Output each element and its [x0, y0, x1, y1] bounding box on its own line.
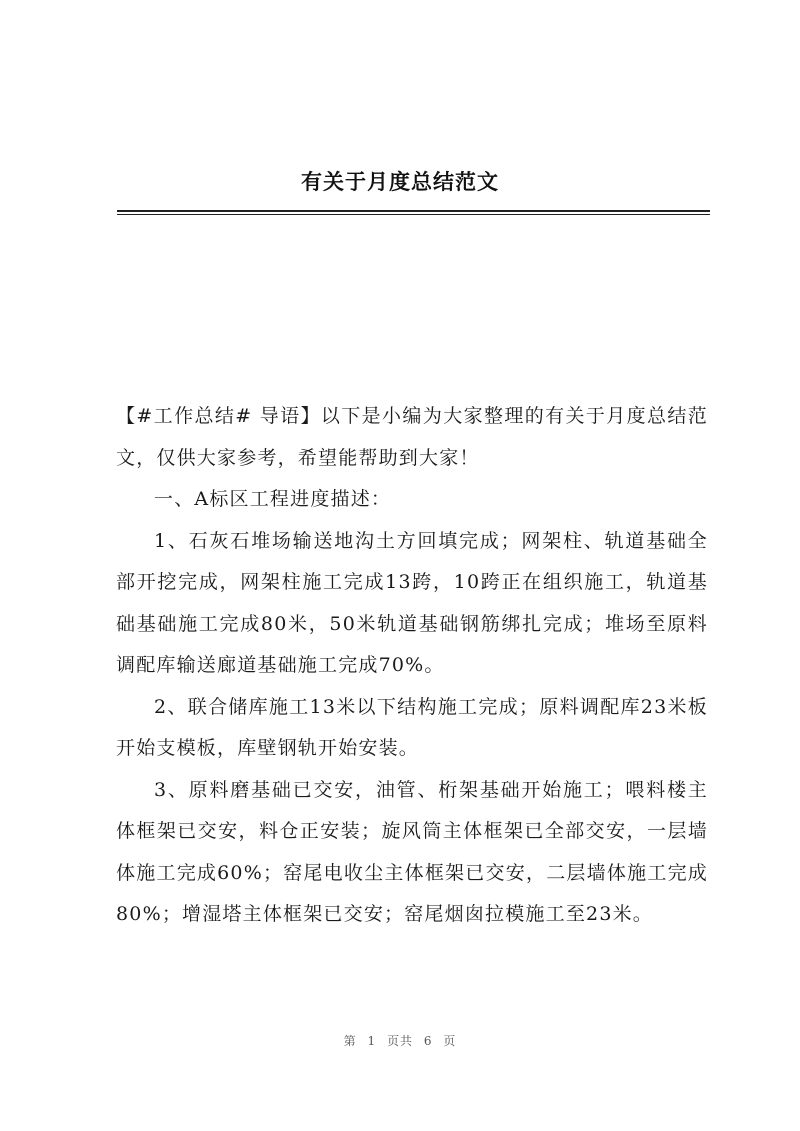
document-title: 有关于月度总结范文 [301, 169, 499, 194]
footer-prefix: 第 [343, 1034, 357, 1048]
footer-total-pages: 6 [423, 1034, 433, 1048]
document-body [116, 396, 708, 936]
item-paragraph-2: 2、联合储库施工13米以下结构施工完成；原料调配库23米板开始支模板，库壁钢轨开始安装。 [116, 695, 708, 759]
item-paragraph-1: 1、石灰石堆场输送地沟土方回填完成；网架柱、轨道基础全部开挖完成，网架柱施工完成13跨，10跨正在组织施工，轨道基础基础施工完成80米，50米轨道基础钢筋绑扎完成；堆场至原料调配库输送廊道基础施工完成70%。 [116, 529, 708, 676]
item-paragraph-3: 3、原料磨基础已交安，油管、桁架基础开始施工；喂料楼主体框架已交安，料仓正安装；旋风筒主体框架已全部交安，一层墙体施工完成60%；窑尾电收尘主体框架已交安，二层墙体施工完成80%；增湿塔主体框架已交安；窑尾烟囱拉模施工至23米。 [116, 778, 708, 925]
title-underline-thin [117, 214, 710, 215]
footer-middle: 页共 [386, 1034, 413, 1048]
footer-current-page: 1 [367, 1034, 377, 1048]
title-underline [117, 210, 710, 212]
page-footer [0, 1032, 800, 1049]
footer-suffix: 页 [443, 1034, 457, 1048]
intro-paragraph: 【#工作总结# 导语】以下是小编为大家整理的有关于月度总结范文，仅供大家参考，希望能帮助到大家！ [116, 405, 708, 469]
section-heading: 一、A标区工程进度描述： [154, 488, 392, 510]
